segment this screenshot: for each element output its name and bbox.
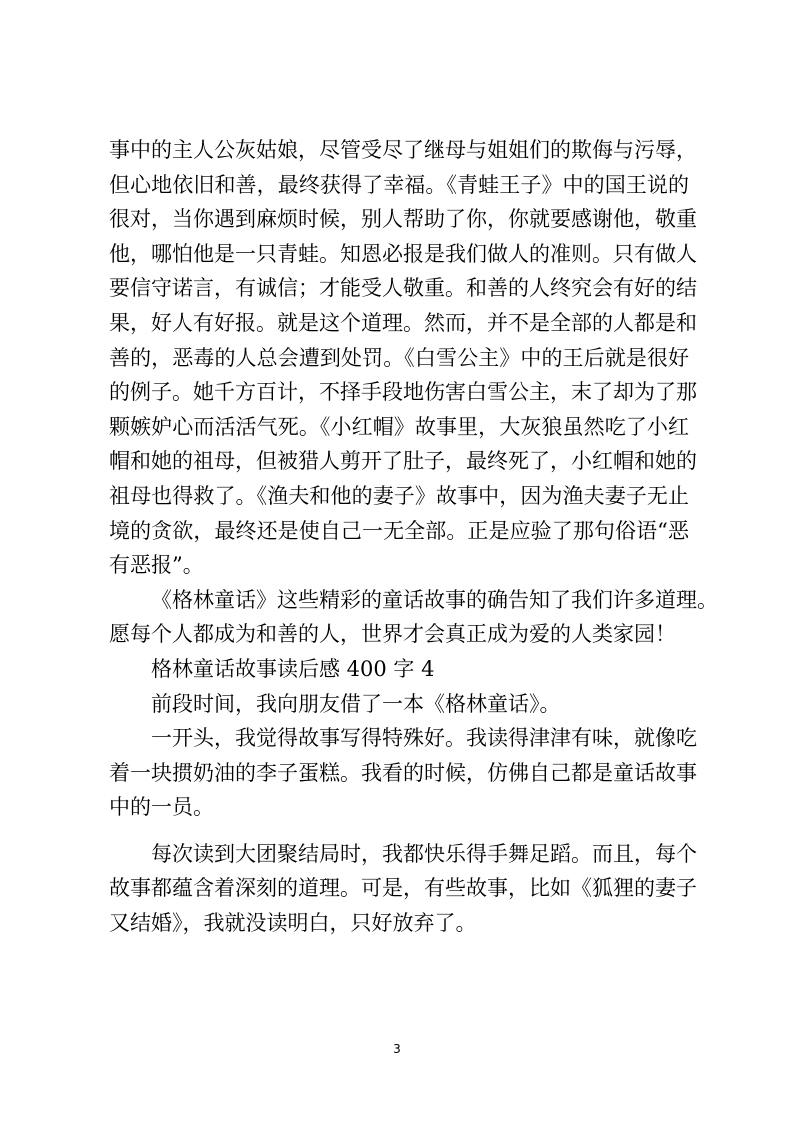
- text-line: 着一块掼奶油的李子蛋糕。我看的时候，仿佛自己都是童话故事: [109, 760, 697, 785]
- text-line: 愿每个人都成为和善的人，世界才会真正成为爱的人类家园！: [109, 622, 676, 647]
- text-line: 故事都蕴含着深刻的道理。可是，有些故事，比如《狐狸的妻子: [109, 876, 697, 901]
- text-line: 有恶报”。: [109, 553, 204, 578]
- paragraph: [109, 133, 697, 583]
- text-line: 又结婚》，我就没读明白，只好放弃了。: [109, 911, 477, 936]
- text-line: 一开头，我觉得故事写得特殊好。我读得津津有味，就像吃: [151, 726, 697, 751]
- text-line: 境的贪欲，最终还是使自己一无全部。正是应验了那句俗语“恶: [109, 518, 689, 543]
- text-line: 果，好人有好报。就是这个道理。然而，并不是全部的人都是和: [109, 310, 697, 335]
- text-line: 他，哪怕他是一只青蛙。知恩必报是我们做人的准则。只有做人: [109, 241, 697, 266]
- text-line: 颗嫉妒心而活活气死。《小红帽》故事里，大灰狼虽然吃了小红: [109, 414, 689, 439]
- body-text: [109, 133, 718, 941]
- text-line: 要信守诺言，有诚信；才能受人敬重。和善的人终究会有好的结: [109, 276, 697, 301]
- page-number: 3: [393, 1042, 401, 1056]
- text-line: 但心地依旧和善，最终获得了幸福。《青蛙王子》中的国王说的: [109, 172, 689, 197]
- heading-text: 格林童话故事读后感 400 字 4: [151, 656, 435, 681]
- text-line: 帽和她的祖母，但被猎人剪开了肚子，最终死了，小红帽和她的: [109, 449, 697, 474]
- text-line: 每次读到大团聚结局时，我都快乐得手舞足蹈。而且，每个: [151, 841, 697, 866]
- section-heading: [109, 652, 689, 687]
- text-line: 事中的主人公灰姑娘，尽管受尽了继母与姐姐们的欺侮与污辱，: [109, 138, 697, 162]
- text-line: 祖母也得救了。《渔夫和他的妻子》故事中，因为渔夫妻子无止: [109, 483, 689, 508]
- paragraph-spacer: [109, 825, 689, 837]
- text-line: 善的，恶毒的人总会遭到处罚。《白雪公主》中的王后就是很好: [109, 345, 689, 370]
- text-line: 的例子。她千方百计，不择手段地伤害白雪公主，末了却为了那: [109, 380, 697, 405]
- paragraph: [109, 583, 718, 652]
- text-line: 很对，当你遇到麻烦时候，别人帮助了你，你就要感谢他，敬重: [109, 207, 697, 232]
- text-line: 《格林童话》这些精彩的童话故事的确告知了我们许多道理。: [151, 587, 718, 612]
- paragraph: [109, 721, 697, 825]
- text-line: 中的一员。: [109, 795, 214, 820]
- text-line: 前段时间，我向朋友借了一本《格林童话》。: [151, 691, 561, 716]
- paragraph: [109, 687, 689, 722]
- paragraph: [109, 837, 697, 941]
